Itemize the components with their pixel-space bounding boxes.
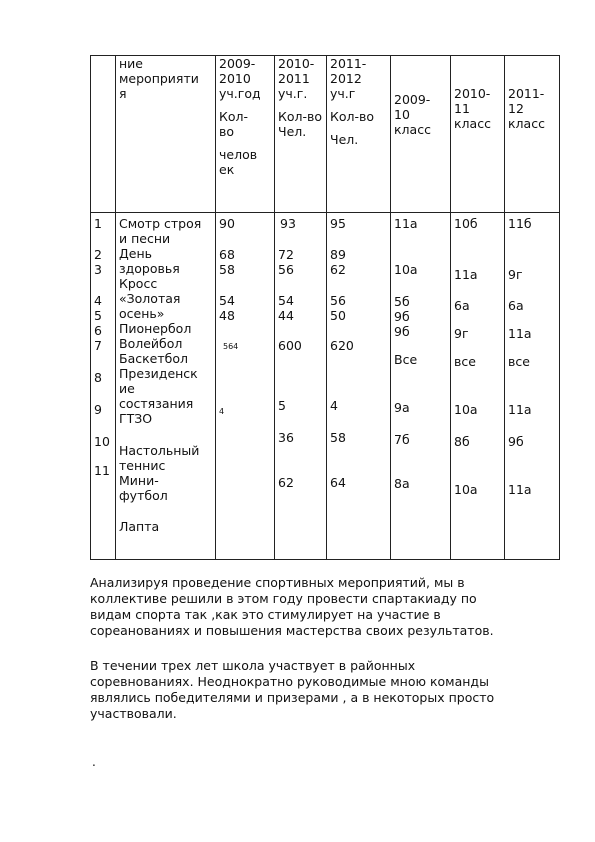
class-value: 8б <box>454 434 470 449</box>
header-class-2011-cell <box>505 56 560 213</box>
class-2011-values-cell <box>505 213 560 560</box>
year-2009-values-cell <box>216 213 275 560</box>
class-value: 11а <box>508 482 532 497</box>
year-2010-values-cell <box>275 213 327 560</box>
participants-count: 62 <box>330 262 346 277</box>
event-name: и песни <box>119 231 171 246</box>
class-value: Все <box>394 352 418 367</box>
year-2011-values-cell <box>327 213 391 560</box>
header-text: во <box>219 124 235 139</box>
participants-count: 64 <box>330 475 346 490</box>
class-value: 11а <box>508 326 532 341</box>
participants-count: 54 <box>219 293 235 308</box>
header-text: 2010 <box>219 71 251 86</box>
class-2009-values-cell <box>391 213 451 560</box>
header-event-cell <box>116 56 216 213</box>
row-number: 1 <box>94 216 102 231</box>
sports-events-table <box>90 55 560 560</box>
row-number: 6 <box>94 323 102 338</box>
paragraph-line: видам спорта так ,как это стимулирует на участие в <box>90 607 441 622</box>
header-class-2010-cell <box>451 56 505 213</box>
row-number: 2 <box>94 247 102 262</box>
header-text: 11 <box>454 101 470 116</box>
participants-count: 50 <box>330 308 346 323</box>
class-value: 11а <box>454 267 478 282</box>
participants-count: 600 <box>278 338 302 353</box>
header-number-cell <box>91 56 116 213</box>
paragraph-line: участвовали. <box>90 706 177 721</box>
participants-count: 95 <box>330 216 346 231</box>
header-text: 2009- <box>219 56 256 71</box>
participants-count: 36 <box>278 430 294 445</box>
event-name: теннис <box>119 458 166 473</box>
event-name: Настольный <box>119 443 200 458</box>
event-name: Лапта <box>119 519 160 534</box>
row-number: 9 <box>94 402 102 417</box>
header-text: ние <box>119 56 143 71</box>
participants-count: 90 <box>219 216 235 231</box>
class-value: 9б <box>394 309 410 324</box>
paragraph-line: коллективе решили в этом году провести спартакиаду по <box>90 591 477 606</box>
class-value: 10а <box>394 262 418 277</box>
class-value: 11а <box>394 216 418 231</box>
participants-count: 72 <box>278 247 294 262</box>
row-number: 3 <box>94 262 102 277</box>
header-text: я <box>119 86 127 101</box>
row-number: 11 <box>94 463 110 478</box>
header-text: уч.год <box>219 86 261 101</box>
event-name: День <box>119 246 152 261</box>
header-text: класс <box>394 122 431 137</box>
event-name: футбол <box>119 488 168 503</box>
header-class-2009-cell <box>391 56 451 213</box>
event-name: «Золотая <box>119 291 181 306</box>
header-text: 2010- <box>454 86 491 101</box>
header-text: 2010- <box>278 56 315 71</box>
row-number: 7 <box>94 338 102 353</box>
header-year-2011-cell <box>327 56 391 213</box>
paragraph-line: Анализируя проведение спортивных мероприятий, мы в <box>90 575 465 590</box>
class-2010-values-cell <box>451 213 505 560</box>
table-header-row <box>91 56 560 213</box>
header-text: мероприяти <box>119 71 199 86</box>
event-name: здоровья <box>119 261 180 276</box>
class-value: все <box>454 354 476 369</box>
header-text: 10 <box>394 107 410 122</box>
participants-count: 62 <box>278 475 294 490</box>
participants-count: 4 <box>219 407 225 416</box>
table-body-row <box>91 213 560 560</box>
header-year-2010-cell <box>275 56 327 213</box>
event-name: осень» <box>119 306 165 321</box>
class-value: 9а <box>394 400 410 415</box>
participants-count: 48 <box>219 308 235 323</box>
analysis-paragraph <box>90 575 560 639</box>
class-value: 10б <box>454 216 478 231</box>
participants-count: 620 <box>330 338 354 353</box>
row-number: 4 <box>94 293 102 308</box>
header-text: уч.г. <box>278 86 308 101</box>
class-value: 7б <box>394 432 410 447</box>
numbers-cell <box>91 213 116 560</box>
class-value: все <box>508 354 530 369</box>
class-value: 9г <box>454 326 469 341</box>
header-text: Кол- <box>219 109 249 124</box>
event-name: Президенск <box>119 366 198 381</box>
event-name: Волейбол <box>119 336 183 351</box>
header-text: 2011- <box>508 86 545 101</box>
event-name: Мини- <box>119 473 159 488</box>
class-value: 9г <box>508 267 523 282</box>
class-value: 9б <box>508 434 524 449</box>
paragraph-line: соревнованиях. Неоднократно руководимые мною команды <box>90 674 489 689</box>
district-competitions-paragraph <box>90 658 560 722</box>
participants-count: 68 <box>219 247 235 262</box>
class-value: 11а <box>508 402 532 417</box>
class-value: 6а <box>508 298 524 313</box>
event-name: состязания <box>119 396 194 411</box>
event-name: Баскетбол <box>119 351 188 366</box>
class-value: 6а <box>454 298 470 313</box>
participants-count: 44 <box>278 308 294 323</box>
events-cell <box>116 213 216 560</box>
row-number: 10 <box>94 434 110 449</box>
participants-count: 4 <box>330 398 338 413</box>
header-text: Чел. <box>278 124 307 139</box>
participants-count: 56 <box>330 293 346 308</box>
participants-count: 58 <box>219 262 235 277</box>
header-text: класс <box>454 116 491 131</box>
participants-count: 54 <box>278 293 294 308</box>
header-text: 12 <box>508 101 524 116</box>
header-text: Кол-во <box>278 109 323 124</box>
paragraph-line: сореанованиях и повышения мастерства своих результатов. <box>90 623 494 638</box>
event-name: Кросс <box>119 276 158 291</box>
event-name: Смотр строя <box>119 216 202 231</box>
event-name: ГТЗО <box>119 411 153 426</box>
participants-count: 56 <box>278 262 294 277</box>
header-text: ек <box>219 162 235 177</box>
participants-count: 89 <box>330 247 346 262</box>
paragraph-line: В течении трех лет школа участвует в районных <box>90 658 416 673</box>
header-text: челов <box>219 147 258 162</box>
header-text: Чел. <box>330 132 359 147</box>
header-text: уч.г <box>330 86 356 101</box>
class-value: 11б <box>508 216 532 231</box>
header-text: 2011- <box>330 56 367 71</box>
class-value: 10а <box>454 482 478 497</box>
class-value: 10а <box>454 402 478 417</box>
participants-count: 58 <box>330 430 346 445</box>
trailing-mark: . <box>92 755 96 769</box>
header-text: 2012 <box>330 71 362 86</box>
header-text: 2011 <box>278 71 310 86</box>
header-text: класс <box>508 116 545 131</box>
event-name: Пионербол <box>119 321 192 336</box>
participants-count: 564 <box>223 342 239 351</box>
participants-count: 5 <box>278 398 286 413</box>
participants-count: 93 <box>280 216 296 231</box>
header-text: Кол-во <box>330 109 375 124</box>
header-text: 2009- <box>394 92 431 107</box>
class-value: 5б <box>394 294 410 309</box>
row-number: 5 <box>94 308 102 323</box>
header-year-2009-cell <box>216 56 275 213</box>
class-value: 8а <box>394 476 410 491</box>
event-name: ие <box>119 381 135 396</box>
paragraph-line: являлись победителями и призерами , а в некоторых просто <box>90 690 495 705</box>
class-value: 9б <box>394 324 410 339</box>
row-number: 8 <box>94 370 102 385</box>
